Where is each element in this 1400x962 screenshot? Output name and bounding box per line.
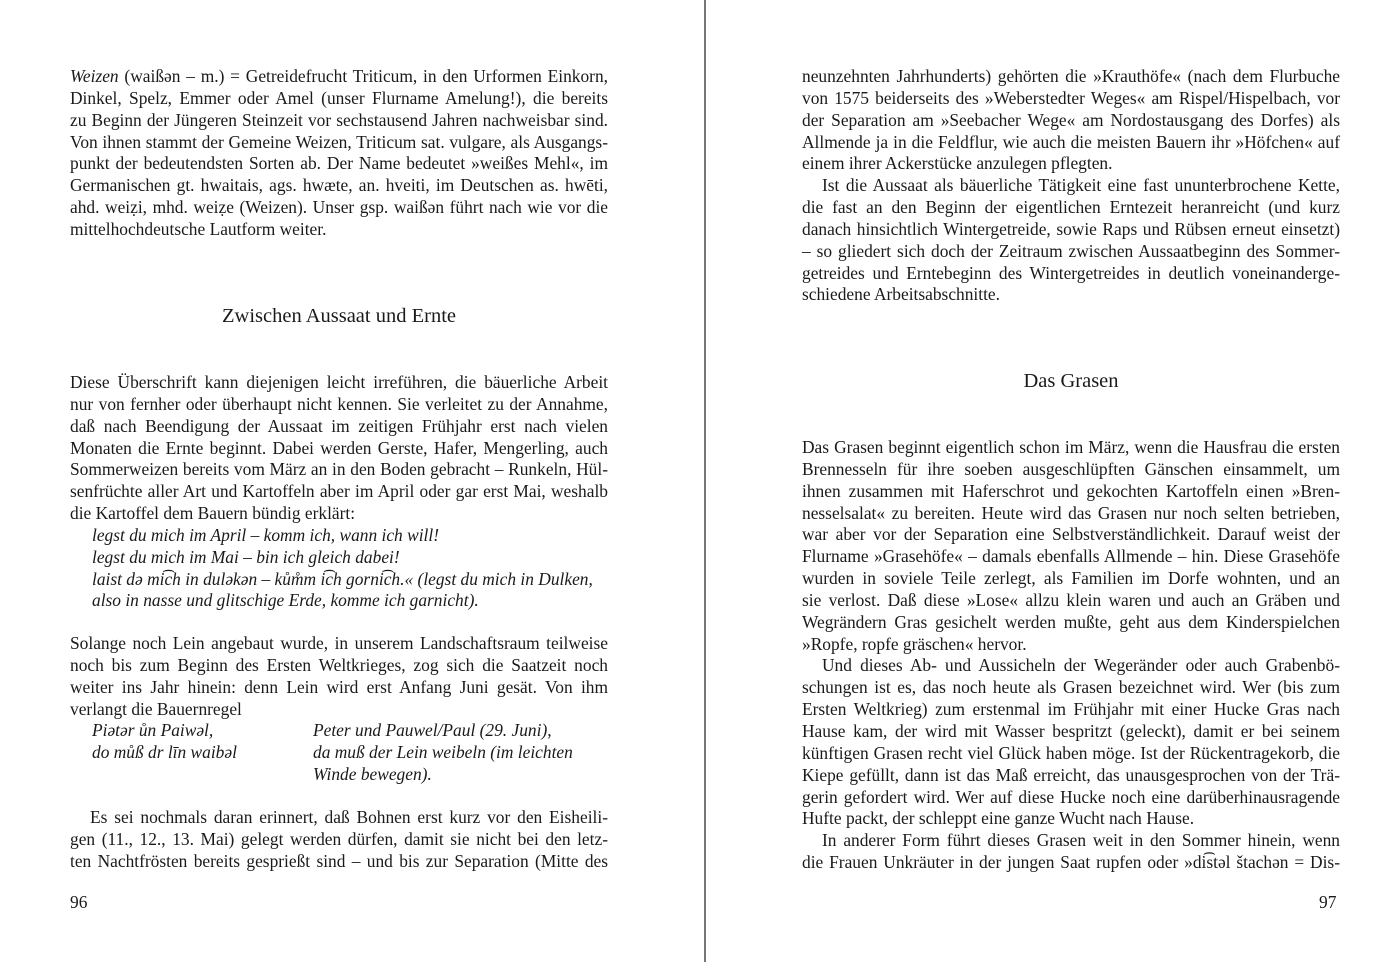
- text-line: Das Grasen beginnt eigentlich schon im März, wenn die Hausfrau die ersten: [802, 437, 1340, 457]
- text-line: [70, 66, 608, 88]
- text-line: – so gliedert sich doch der Zeitraum zwischen Aussaatbeginn des Sommer-: [802, 240, 1340, 261]
- text-line: Hause kam, der wird mit Wasser bespritzt (geleckt), damit er bei seinem: [802, 720, 1340, 741]
- paragraph-gap: [70, 612, 608, 634]
- text-line: Und dieses Ab- und Aussicheln der Wegeränder oder auch Grabenbö-: [822, 655, 1340, 676]
- intro-section-paragraph: [70, 372, 608, 634]
- text-line: Brennesseln für ihre soeben ausgeschlüpften Gänschen einsammelt, um: [802, 458, 1340, 479]
- text-line: Flurname »Grasehöfe« – damals ebenfalls Allmende – hin. Diese Grasehöfe: [802, 546, 1340, 567]
- text-line: der Separation am »Seebacher Wege« am Nordostausgang des Dorfes) als: [802, 109, 1340, 130]
- text-line: ihnen zusammen mit Haferschrot und gekochten Kartoffeln einen »Bren-: [802, 480, 1340, 501]
- paragraph-text: [70, 633, 608, 720]
- bohnen-paragraph: [70, 807, 608, 873]
- bauernregel-row: [70, 720, 608, 742]
- text-line: Kiepe gefüllt, dann ist das Maß erreicht, das unausgesprochen von der Trä-: [802, 764, 1340, 785]
- verse-line: also in nasse und glitschige Erde, komme ich garnicht).: [92, 590, 479, 611]
- text-line: mittelhochdeutsche Lautform weiter.: [70, 218, 327, 239]
- text-line: die Frauen Unkräuter in der jungen Saat rupfen oder »di͡stəl štachən = Dis-: [802, 852, 1340, 873]
- lein-paragraph: [70, 633, 608, 786]
- bauernregel-row: [70, 764, 608, 786]
- german-translation: Peter und Pauwel/Paul (29. Juni),: [313, 720, 552, 741]
- section-heading-das-grasen: Das Grasen: [1023, 370, 1119, 392]
- verse-line: laist də mi͡ch in duləkən – kům̊m i͡ch gorni͡ch.« (legst du mich in Dulken,: [92, 568, 593, 589]
- right-page: [706, 0, 1400, 962]
- text-line: die fast an den Beginn der eigentlichen Erntezeit heranreicht (und kurz: [802, 197, 1340, 218]
- farmer-verse: [70, 525, 608, 634]
- text-line: In anderer Form führt dieses Grasen weit in den Sommer hinein, wenn: [822, 830, 1340, 851]
- weizen-paragraph: [70, 66, 608, 241]
- text-line: ten Nachtfrösten bereits gesprießt sind – und bis zur Separation (Mitte des: [70, 850, 608, 871]
- text-line: Ist die Aussaat als bäuerliche Tätigkeit eine fast ununterbrochene Kette,: [822, 175, 1340, 196]
- german-translation: Winde bewegen).: [313, 764, 432, 785]
- text-line: ahd. weiẓi, mhd. weiẓe (Weizen). Unser gsp. waißən führt nach wie vor die: [70, 197, 608, 218]
- paragraph-text: [70, 372, 608, 525]
- text-line: Dinkel, Spelz, Emmer oder Amel (unser Flurname Amelung!), die bereits: [70, 87, 608, 108]
- text-line: schungen ist es, das noch heute als Grasen bezeichnet wird. Wer (bis zum: [802, 677, 1340, 698]
- text-line: Monaten die Ernte beginnt. Dabei werden Gerste, Hafer, Mengerling, auch: [70, 437, 608, 458]
- grasen-paragraphs: [802, 437, 1340, 874]
- text-line: wurden in soviele Teile zerlegt, als Familien im Dorfe wohnten, und an: [802, 568, 1340, 589]
- page-number-left: 96: [70, 892, 88, 912]
- krauthoefe-paragraphs: [802, 66, 1340, 306]
- text-line: Wegrändern Gras gesichelt werden mußte, geht aus dem Kinderspielchen: [802, 611, 1340, 632]
- lemma-term: Weizen: [70, 66, 119, 86]
- text-line: verlangt die Bauernregel: [70, 698, 242, 719]
- text-line: Hufte packt, der schleppt eine ganze Wucht nach Hause.: [802, 808, 1195, 829]
- dialect-text: Piətər ůn Paiwəl,: [92, 720, 214, 741]
- text-line-content: (waißən – m.) = Getreidefrucht Triticum, in den Urformen Einkorn,: [118, 66, 608, 86]
- text-line: neunzehnten Jahrhunderts) gehörten die »Krauthöfe« (nach dem Flurbuche: [802, 66, 1340, 86]
- text-line: die Kartoffel dem Bauern bündig erklärt:: [70, 503, 356, 524]
- bauernregel: [70, 720, 608, 786]
- text-line: danach hinsichtlich Wintergetreide, sowie Raps und Rübsen erneut einsetzt): [802, 218, 1340, 239]
- text-line: Allmende ja in die Feldflur, wie auch die meisten Bauern ihr »Höfchen« auf: [802, 131, 1340, 152]
- text-line: nesselsalat« zu bereiten. Heute wird das Grasen nur noch selten betrieben,: [802, 502, 1340, 523]
- text-line: war aber vor der Separation eine Selbstverständlichkeit. Darauf weist der: [802, 524, 1340, 545]
- text-line: gen (11., 12., 13. Mai) gelegt werden dürfen, damit sie nicht bei den letz-: [70, 828, 608, 849]
- text-line: noch bis zum Beginn des Ersten Weltkrieges, zog sich die Saatzeit noch: [70, 654, 608, 675]
- text-line: daß nach Beendigung der Aussaat im zeitigen Frühjahr erst nach vielen: [70, 415, 608, 436]
- text-line: Diese Überschrift kann diejenigen leicht irreführen, die bäuerliche Arbeit: [70, 372, 608, 392]
- text-line: senfrüchte aller Art und Kartoffeln aber im April oder gar erst Mai, weshalb: [70, 481, 608, 502]
- text-line: künftigen Grasen recht viel Glück haben möge. Ist der Rückentragekorb, die: [802, 742, 1340, 763]
- section-heading-zwischen-aussaat-und-ernte: Zwischen Aussaat und Ernte: [222, 305, 456, 327]
- text-line: punkt der bedeutendsten Sorten ab. Der Name bedeutet »weißes Mehl«, im: [70, 153, 608, 174]
- text-line: weiter ins Jahr hinein: denn Lein wird erst Anfang Juni gesät. Von ihm: [70, 676, 608, 697]
- verse-line: legst du mich im April – komm ich, wann ich will!: [92, 524, 439, 545]
- text-line: »Ropfe, ropfe gräschen« hervor.: [802, 633, 1027, 654]
- text-line: Germanischen gt. hwaitais, ags. hwæte, an. hveiti, im Deutschen as. hwēti,: [70, 175, 608, 196]
- text-line: von 1575 beiderseits des »Weberstedter Weges« am Rispel/Hispelbach, vor: [802, 87, 1340, 108]
- german-translation: da muß der Lein weibeln (im leichten: [313, 742, 573, 763]
- text-line: nur von fernher oder überhaupt nicht kennen. Sie verleitet zu der Annahme,: [70, 393, 608, 414]
- text-line: Solange noch Lein angebaut wurde, in unserem Landschaftsraum teilweise: [70, 633, 608, 653]
- text-line: Sommerweizen bereits vom März an in den Boden gebracht – Runkeln, Hül-: [70, 459, 608, 480]
- text-line: gerin gefordert wird. Wer auf diese Hucke noch eine darüberhinausragende: [802, 786, 1340, 807]
- text-line: Es sei nochmals daran erinnert, daß Bohnen erst kurz vor den Eisheili-: [90, 807, 608, 827]
- text-line: zu Beginn der Jüngeren Steinzeit vor sechstausend Jahren nachweisbar sind.: [70, 109, 608, 130]
- text-line: schiedene Arbeitsabschnitte.: [802, 284, 1000, 305]
- verse-line: legst du mich im Mai – bin ich gleich dabei!: [92, 546, 400, 567]
- dialect-text: [70, 764, 313, 786]
- text-line: Von ihnen stammt der Gemeine Weizen, Triticum sat. vulgare, als Ausgangs-: [70, 131, 608, 152]
- bauernregel-row: [70, 742, 608, 764]
- page-number-right: 97: [1319, 892, 1337, 912]
- text-line: Ersten Weltkrieg) zum erstenmal im Frühjahr mit einer Hucke Gras nach: [802, 699, 1340, 720]
- dialect-text: do můß dr līn waibəl: [92, 742, 237, 763]
- text-line: getreides und Erntebeginn des Wintergetreides in deutlich voneinanderge-: [802, 262, 1340, 283]
- text-line: einem ihrer Ackerstücke anzulegen pflegten.: [802, 153, 1113, 174]
- text-line: sie verlost. Daß diese »Lose« allzu klein waren und auch an Gräben und: [802, 589, 1340, 610]
